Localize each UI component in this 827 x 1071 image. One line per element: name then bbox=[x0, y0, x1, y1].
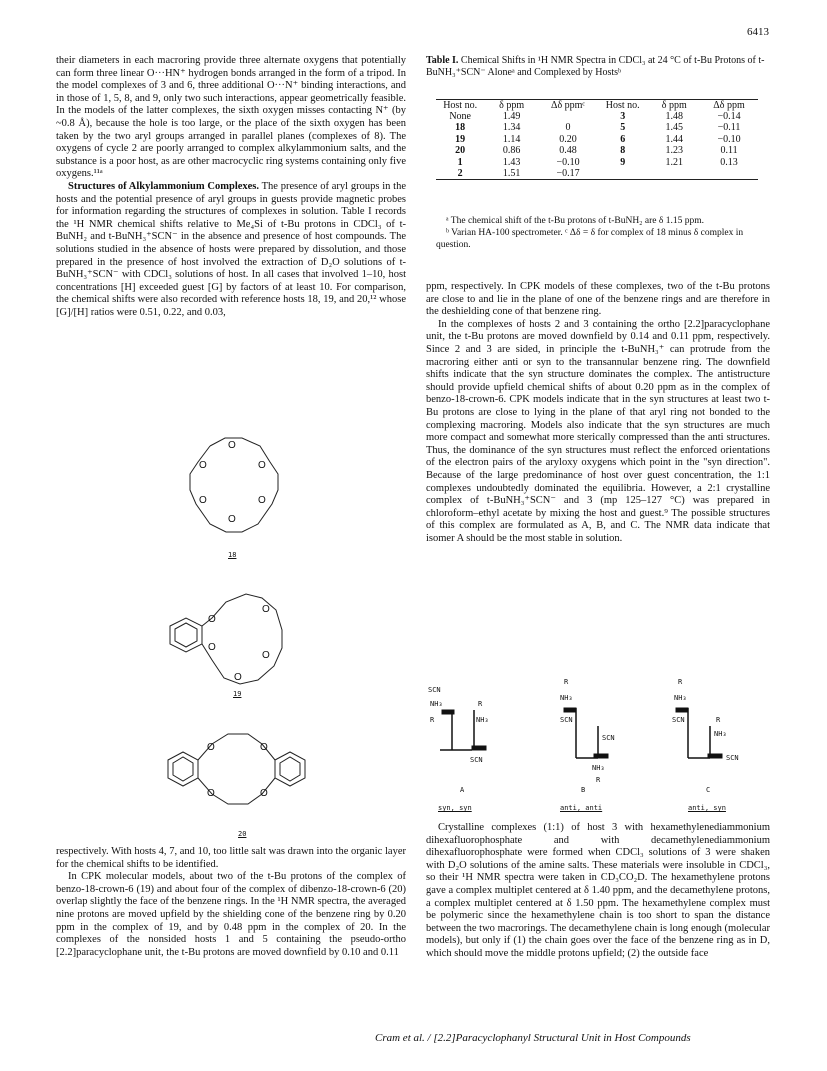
left-column-top bbox=[56, 55, 406, 319]
oxygen-label: O bbox=[207, 788, 215, 799]
table-cell: 0.13 bbox=[720, 156, 738, 168]
table-cell: −0.11 bbox=[717, 122, 741, 134]
table-cell: 0.86 bbox=[502, 145, 521, 157]
table-cell bbox=[700, 168, 758, 179]
table-row bbox=[436, 111, 758, 122]
nh3-label: NH₃ bbox=[476, 716, 489, 724]
table-cell bbox=[597, 168, 649, 179]
table-caption bbox=[426, 55, 768, 79]
structure-label: B bbox=[581, 786, 586, 794]
structure-20-dibenzo-18-crown-6 bbox=[150, 722, 325, 822]
table-header: Host no. bbox=[443, 100, 478, 111]
structure-label: C bbox=[706, 786, 711, 794]
paragraph: In CPK molecular models, about two of the t-Bu protons of the complex of benzo-18-crown-6 (19) and about four of the complex of dibenzo-18-crown-6 (20) overlap slightly the face of the benzene rings. In the ¹H NMR spectra, the averaged nine protons are moved upfield by the shielding cone of the benzene ring by 0.20 ppm in the complex of 19, and by 0.48 ppm in the complex of 20. In the complexes of the nonsided hosts 1 and 5 containing the pseudo-ortho [2.2]paracyclophane unit, the t-Bu protons are moved downfield by 0.10 and 0.11 bbox=[56, 871, 406, 958]
table-row bbox=[436, 145, 758, 156]
table-cell: 0.20 bbox=[559, 133, 577, 145]
oxygen-label: O bbox=[234, 672, 242, 683]
complex-scheme bbox=[426, 678, 770, 820]
table-row bbox=[436, 134, 758, 145]
r-label: R bbox=[596, 776, 601, 784]
table-cell: 1.51 bbox=[502, 168, 521, 180]
paragraph: their diameters in each macroring provide three alternate oxygens that potentially can form three linear O···HN⁺ hydrogen bonds arranged in the form of a tripod. In the model complexes of 3 and 6, three additional O···N⁺ binding interactions, and in those of 1, 5, 8, and 9, only two such interactions, appear geometrically feasible. In the models of the latter complexes, the sixth oxygen misses contacting N⁺ (by ~0.8 Å), because the hole is too large, or the place of the sixth oxygen has been taken by the two aryl groups arranged in parallel planes (complexes of 8). The oxygens of cycle 2 are poorly arranged to complex alkylammonium salts, and the substance is a poor host, as are other macrocyclic ring systems containing only five oxygens.¹¹ᵃ bbox=[56, 55, 406, 180]
table-row bbox=[436, 168, 758, 179]
oxygen-label: O bbox=[199, 495, 207, 506]
nh3-label: NH₃ bbox=[430, 700, 443, 708]
scn-label: SCN bbox=[672, 716, 685, 724]
paragraph bbox=[56, 181, 406, 320]
table-row bbox=[436, 157, 758, 168]
table-cell: 1.34 bbox=[502, 122, 521, 134]
table-cell: 3 bbox=[620, 111, 626, 122]
table-caption-text: Chemical Shifts in ¹H NMR Spectra in CDCl₃ at 24 °C of t-Bu Protons of t-BuNH₃⁺SCN⁻ Aloneᵃ and Complexed by Hostsᵇ bbox=[426, 55, 765, 78]
structure-caption: anti, syn bbox=[688, 804, 726, 812]
r-label: R bbox=[678, 678, 683, 686]
table-header: Δδ ppmᶜ bbox=[551, 100, 585, 111]
structure-caption: syn, syn bbox=[438, 804, 472, 812]
table-cell: 1.44 bbox=[665, 133, 683, 145]
running-footer: Cram et al. / [2.2]Paracyclophanyl Structural Unit in Host Compounds bbox=[375, 1032, 691, 1044]
section-heading: Structures of Alkylammonium Complexes. bbox=[68, 180, 260, 192]
oxygen-label: O bbox=[208, 614, 216, 625]
paragraph: ppm, respectively. In CPK models of these complexes, two of the t-Bu protons are close to and lie in the plane of one of the benzene rings and are therefore in the deshielding cone of that benzene ring. bbox=[426, 281, 770, 318]
nh3-label: NH₃ bbox=[560, 694, 573, 702]
table-cell: 19 bbox=[455, 133, 466, 145]
nh3-label: NH₃ bbox=[592, 764, 605, 772]
nh3-label: NH₃ bbox=[714, 730, 727, 738]
table-cell: 20 bbox=[455, 145, 466, 157]
footnote: ᵇ Varian HA-100 spectrometer. ᶜ Δδ = δ for complex of 18 minus δ complex in question. bbox=[436, 228, 744, 250]
table-cell: −0.17 bbox=[556, 168, 580, 180]
left-column-bottom bbox=[56, 846, 406, 959]
scn-label: SCN bbox=[470, 756, 483, 764]
r-label: R bbox=[478, 700, 483, 708]
footnote: ᵃ The chemical shift of the t-Bu protons of t-BuNH₂ are δ 1.15 ppm. bbox=[446, 216, 704, 226]
compound-number: 19 bbox=[233, 690, 242, 698]
page-number: 6413 bbox=[747, 26, 769, 38]
r-label: R bbox=[716, 716, 721, 724]
table-cell: −0.14 bbox=[717, 111, 741, 122]
table-header: δ ppm bbox=[499, 100, 525, 111]
table-cell: None bbox=[449, 111, 471, 122]
oxygen-label: O bbox=[199, 460, 207, 471]
table-header: Host no. bbox=[605, 100, 640, 111]
nh3-label: NH₃ bbox=[674, 694, 687, 702]
table-cell: 8 bbox=[620, 145, 626, 157]
table-cell: 5 bbox=[620, 122, 626, 134]
table-cell: 6 bbox=[620, 133, 626, 145]
table-cell bbox=[539, 111, 597, 122]
table-cell: 18 bbox=[455, 122, 466, 134]
table-cell: 1.49 bbox=[502, 111, 521, 122]
table-header: δ ppm bbox=[661, 100, 687, 111]
table-cell: 1.21 bbox=[665, 156, 683, 168]
oxygen-label: O bbox=[262, 604, 270, 615]
oxygen-label: O bbox=[228, 514, 236, 525]
table-header: Δδ ppm bbox=[713, 100, 745, 111]
structure-caption: anti, anti bbox=[560, 804, 603, 812]
table-cell: 2 bbox=[457, 168, 463, 180]
table-label: Table I. bbox=[426, 55, 459, 66]
oxygen-label: O bbox=[258, 460, 266, 471]
oxygen-label: O bbox=[228, 440, 236, 451]
table-cell: 9 bbox=[620, 156, 626, 168]
oxygen-label: O bbox=[208, 642, 216, 653]
table-cell: 1.23 bbox=[665, 145, 683, 157]
table-cell: −0.10 bbox=[717, 133, 741, 145]
compound-number: 18 bbox=[228, 551, 237, 559]
table-cell: 0.11 bbox=[720, 145, 738, 157]
paragraph-text: The presence of aryl groups in the hosts and the potential presence of aryl groups in guests provide magnetic probes for information regarding the structures of complexes in solution. Table I records the ¹H NMR chemical shifts relative to Me₄Si of t-Bu protons in CDCl₃ of t-BuNH₂ and t-BuNH₃⁺SCN⁻ in the absence and presence of host compounds. The solutions studied in the absence of hosts were prepared by dissolution, and those prepared in the presence of host involved the extraction of D₂O solutions of t-BuNH₃⁺SCN⁻ with CDCl₃ solutions of host. In all cases that involved 1–10, host concentrations [H] exceeded guest [G] by factors of at least 10. For comparison, the chemical shifts were also recorded with reference hosts 18, 19, and 20,¹² whose [G]/[H] ratios were 0.51, 0.22, and 0.03, bbox=[56, 180, 406, 318]
paragraph: respectively. With hosts 4, 7, and 10, too little salt was drawn into the organic layer for the chemical shifts to be identified. bbox=[56, 846, 406, 870]
right-column-top bbox=[426, 281, 770, 545]
table-cell: 1.45 bbox=[665, 122, 683, 134]
table-cell bbox=[649, 168, 701, 179]
structure-label: A bbox=[460, 786, 465, 794]
table-cell: −0.10 bbox=[556, 156, 580, 168]
table-cell: 1.48 bbox=[665, 111, 683, 122]
structure-19-benzo-18-crown-6 bbox=[150, 588, 310, 692]
compound-number: 20 bbox=[238, 830, 247, 838]
table-cell: 0 bbox=[565, 122, 571, 134]
table-cell: 1.14 bbox=[502, 133, 521, 145]
table-cell: 1 bbox=[457, 156, 463, 168]
table-row bbox=[436, 122, 758, 133]
scn-label: SCN bbox=[726, 754, 739, 762]
paragraph: In the complexes of hosts 2 and 3 containing the ortho [2.2]paracyclophane unit, the t-Bu protons are moved downfield by 0.14 and 0.11 ppm, respectively. Since 2 and 3 are sided, in principle the t-BuNH₃⁺ can protrude from the macroring either anti or syn to the transannular benzene ring. The downfield shifts indicate that the syn structure dominates the complex. The antistructure should provide upfield chemical shifts of about 0.20 ppm as in the complex of benzo-18-crown-6. CPK models indicate that in the syn structures at least two t-Bu protons are close to lying in the plane of that aryl ring not bonded to the complexing macroring. Models also indicate that the syn structures are much more compact and somewhat more sterically compressed than the anti structures. Thus, the dominance of the syn structures must reflect the enforced orientations of the electron pairs of the aryloxy oxygens which point in the "syn direction". Because of the large predominance of host over guest concentration, the 1:1 complexes undoubtedly dominated the equilibria. However, a 2:1 crystalline complex of t-BuNH₃⁺SCN⁻ and 3 (mp 125–127 °C) was prepared in chloroform–ethyl acetate by mixing the host and guest.⁹ The possible structures of this complex are formulated as A, B, and C. The NMR data indicate that isomer A should be the most stable in solution. bbox=[426, 318, 770, 544]
table-cell: 1.43 bbox=[502, 156, 521, 168]
table-cell: 0.48 bbox=[559, 145, 577, 157]
paragraph: Crystalline complexes (1:1) of host 3 with hexamethylenediammonium dihexafluorophosphate and with decamethylenediammonium dihexafluorophosphate were formed when CDCl₃ solutions of 3 were shaken with D₂O solutions of the amine salts. These materials were insoluble in CDCl₃, so their ¹H NMR spectra were taken in CD₃CO₂D. The hexamethylene protons gave a complex multiplet centered at δ 1.40 ppm, and the decamethylene protons, a complex multiplet centered at δ 1.50 ppm. The hexamethylene complex must be polymeric since the hexamethylene chain is too short to span the distance between the two macrorings. The decamethylene chain is long enough (molecular models), but only if (1) the chain goes over the face of the benzene ring as in D, which should move the middle protons upfield; (2) the outside face bbox=[426, 822, 770, 959]
oxygen-label: O bbox=[260, 742, 268, 753]
table-footnotes bbox=[436, 215, 771, 251]
r-label: R bbox=[564, 678, 569, 686]
oxygen-label: O bbox=[258, 495, 266, 506]
r-label: R bbox=[430, 716, 435, 724]
oxygen-label: O bbox=[262, 650, 270, 661]
right-column-bottom bbox=[426, 822, 770, 961]
scn-label: SCN bbox=[428, 686, 441, 694]
scn-label: SCN bbox=[602, 734, 615, 742]
nmr-table bbox=[436, 99, 758, 180]
oxygen-label: O bbox=[207, 742, 215, 753]
oxygen-label: O bbox=[260, 788, 268, 799]
scn-label: SCN bbox=[560, 716, 573, 724]
